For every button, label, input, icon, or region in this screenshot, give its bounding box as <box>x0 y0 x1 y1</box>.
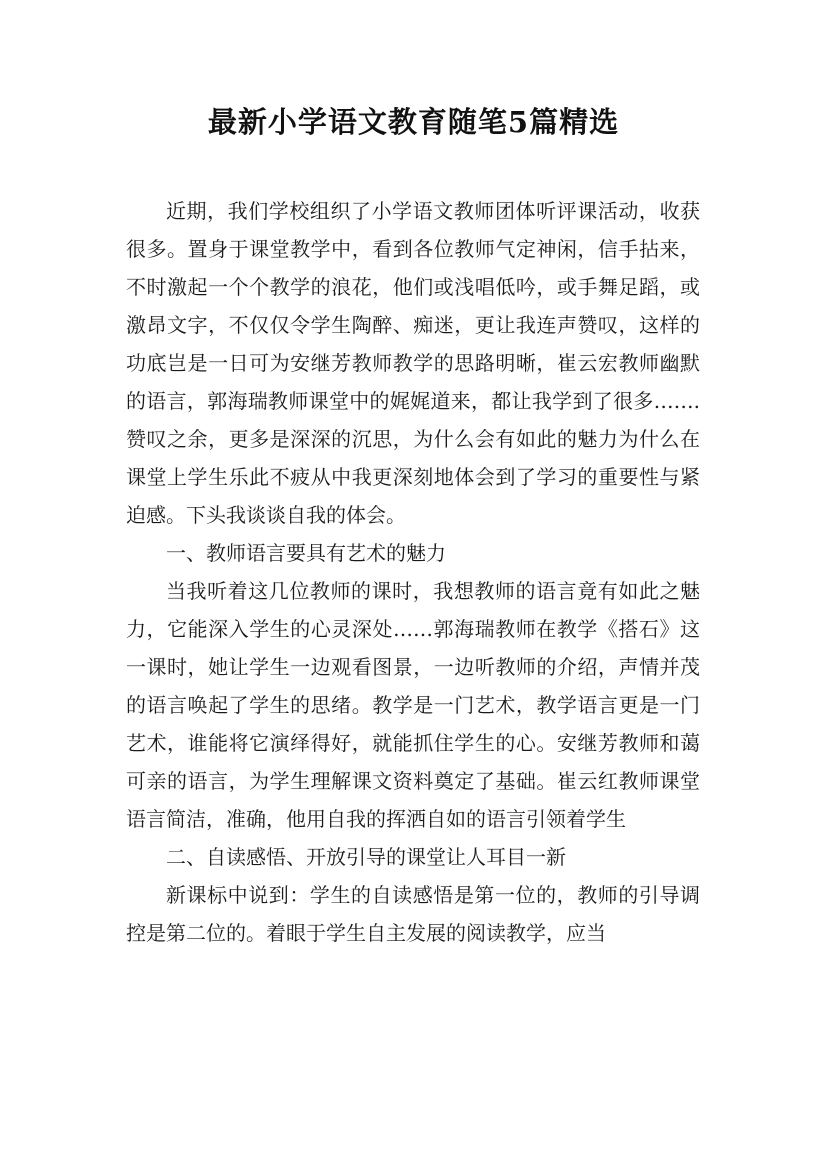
section-heading-1: 一、教师语言要具有艺术的魅力 <box>166 541 446 565</box>
paragraph-section-2: 新课标中说到：学生的自读感悟是第一位的，教师的引导调控是第二位的。着眼于学生自主发展的阅读教学，应当 <box>126 883 700 945</box>
paragraph-section-1: 当我听着这几位教师的课时，我想教师的语言竟有如此之魅力，它能深入学生的心灵深处……郭海瑞教师在教学《搭石》这一课时，她让学生一边观看图景，一边听教师的介绍，声情并茂的语言唤起了学生的思绪。教学是一门艺术，教学语言更是一门艺术，谁能将它演绎得好，就能抓住学生的心。安继芳教师和蔼可亲的语言，为学生理解课文资料奠定了基础。崔云红教师课堂语言简洁，准确，他用自我的挥洒自如的语言引领着学生 <box>126 579 700 831</box>
document-title: 最新小学语文教育随笔5篇精选 <box>207 105 620 139</box>
paragraph-intro: 近期，我们学校组织了小学语文教师团体听评课活动，收获很多。置身于课堂教学中，看到各位教师气定神闲，信手拈来，不时激起一个个教学的浪花，他们或浅唱低吟，或手舞足蹈，或激昂文字，不仅仅令学生陶醉、痴迷，更让我连声赞叹，这样的功底岂是一日可为安继芳教师教学的思路明晰，崔云宏教师幽默的语言，郭海瑞教师课堂中的娓娓道来，都让我学到了很多…….赞叹之余，更多是深深的沉思，为什么会有如此的魅力为什么在课堂上学生乐此不疲从中我更深刻地体会到了学习的重要性与紧迫感。下头我谈谈自我的体会。 <box>126 199 700 527</box>
section-heading-2: 二、自读感悟、开放引导的课堂让人耳目一新 <box>166 845 566 869</box>
document-body <box>126 192 700 952</box>
